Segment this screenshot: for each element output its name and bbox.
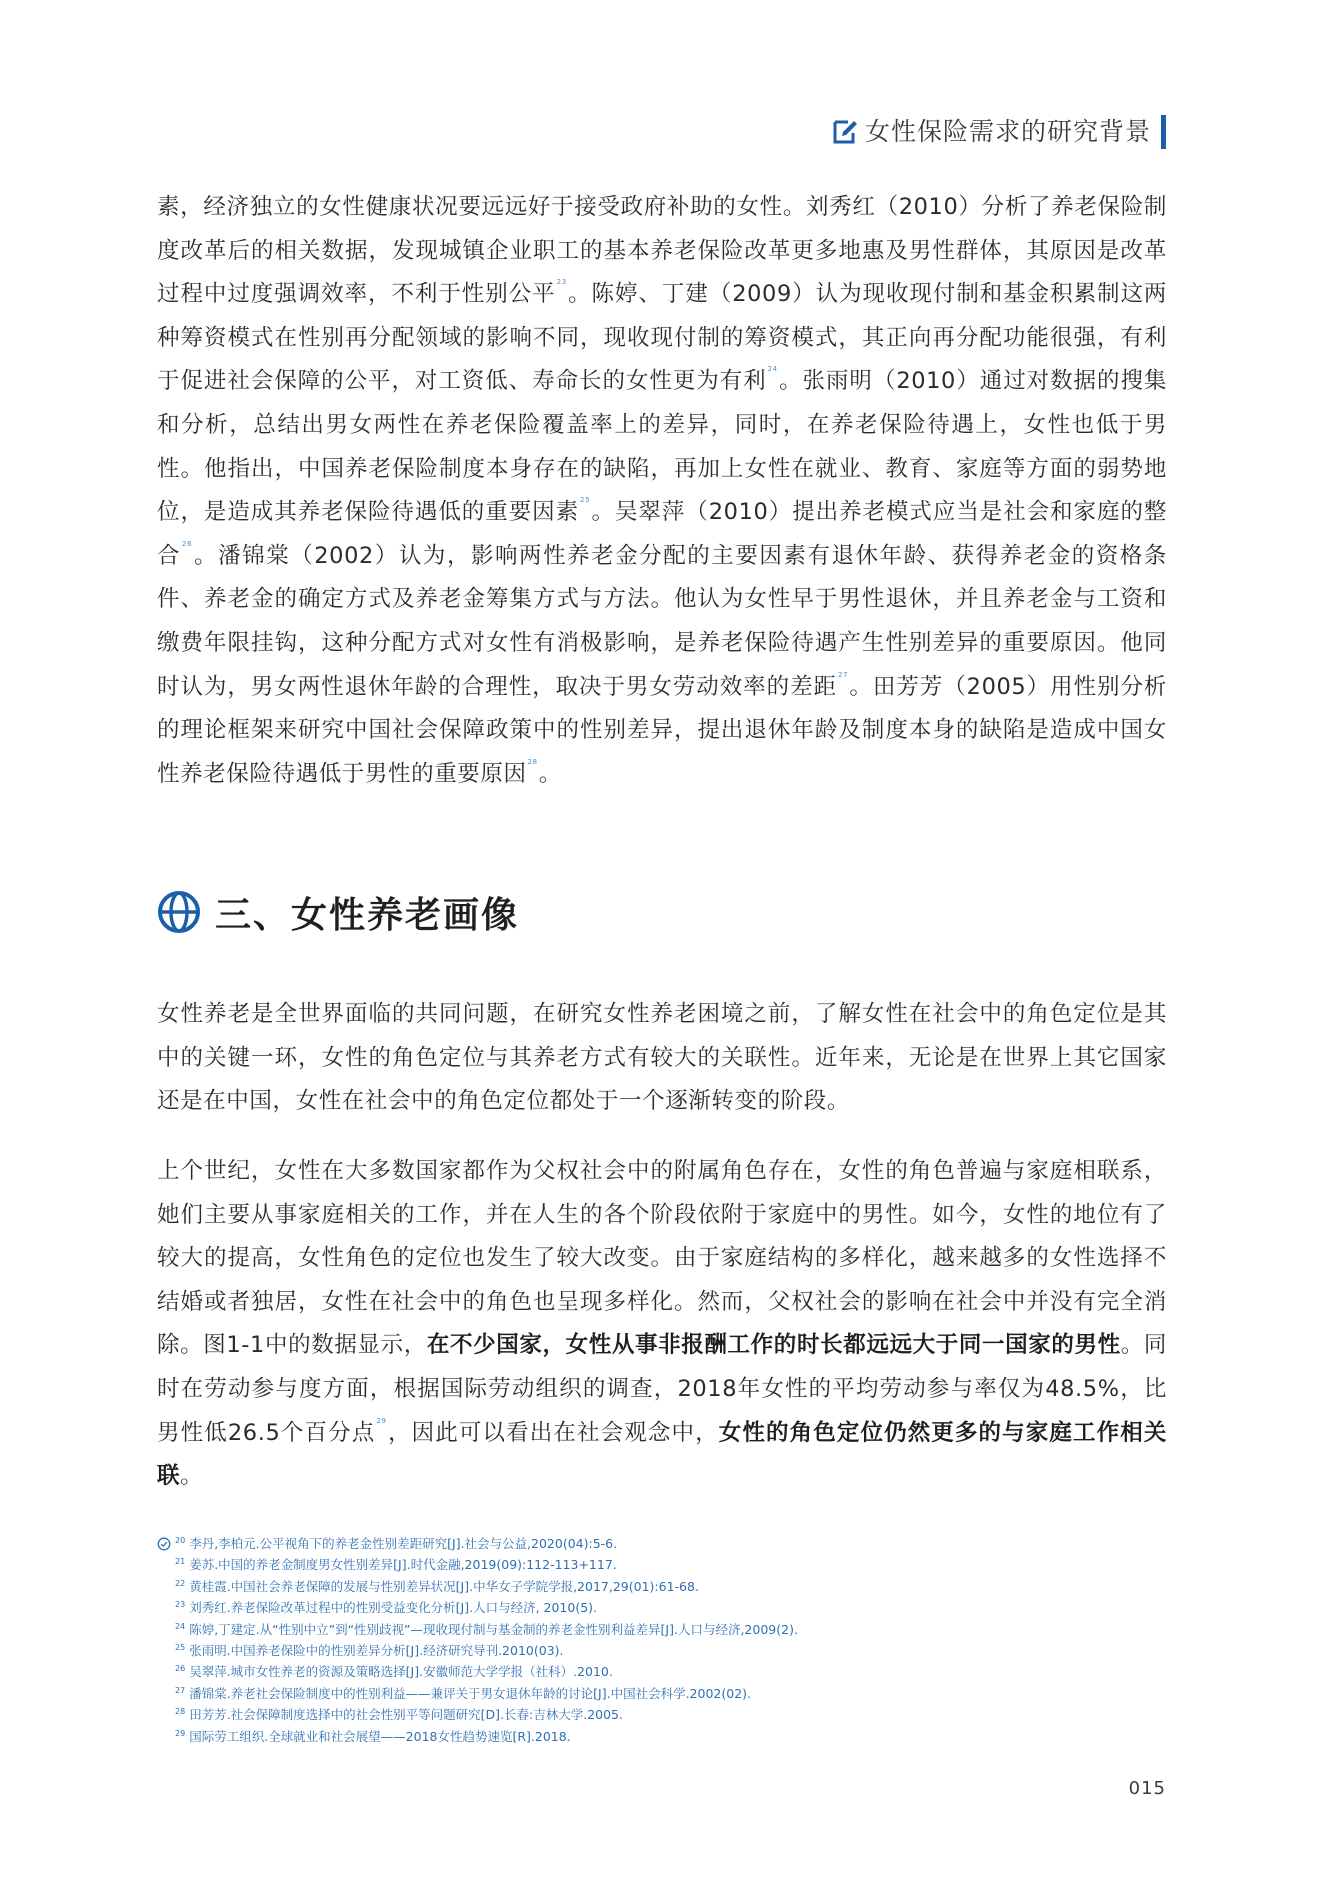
footnote-item	[157, 1640, 1167, 1661]
footnote-number: 28	[175, 1707, 186, 1717]
footnote-item	[157, 1726, 1167, 1747]
footnote-item	[157, 1597, 1167, 1618]
footnote-number: 20	[175, 1536, 186, 1545]
para1-text-5: 。潘锦棠（2002）认为，影响两性养老金分配的主要因素有退休年龄、获得养老金的资格条件、养老金的确定方式及养老金筹集方式与方法。他认为女性早于男性退休，并且养老金与工资和缴费年限挂钩，这种分配方式对女性有消极影响，是养老保险待遇产生性别差异的重要原因。他同时认为，男女两性退休年龄的合理性，取决于男女劳动效率的差距	[157, 542, 1167, 700]
footnote-item	[157, 1661, 1167, 1682]
footnote-ref[interactable]: 23	[556, 278, 567, 287]
footnote-item	[157, 1704, 1167, 1725]
footnote-text: 潘锦棠.养老社会保险制度中的性别利益——兼评关于男女退休年龄的讨论[J].中国社会科学.2002(02).	[189, 1685, 751, 1701]
footnote-item	[157, 1576, 1167, 1597]
footnote-ref[interactable]: 24	[767, 365, 778, 374]
footnote-number: 23	[175, 1600, 186, 1610]
header-accent-bar	[1161, 115, 1166, 149]
footnote-item	[157, 1619, 1167, 1640]
para1-text-1: 素，经济独立的女性健康状况要远远好于接受政府补助的女性。刘秀红（2010）分析了养老保险制度改革后的相关数据，发现城镇企业职工的基本养老保险改革更多地惠及男性群体，其原因是改革过程中过度强调效率，不利于性别公平	[157, 194, 1167, 308]
footnote-ref[interactable]: 27	[837, 670, 849, 679]
para1-text-3: 。张雨明（2010）通过对数据的搜集和分析，总结出男女两性在养老保险覆盖率上的差异，同时，在养老保险待遇上，女性也低于男性。他指出，中国养老保险制度本身存在的缺陷，再加上女性在就业、教育、家庭等方面的弱势地位，是造成其养老保险待遇低的重要因素	[157, 368, 1167, 526]
para1-text-2: 。陈婷、丁建（2009）认为现收现付制和基金积累制这两种筹资模式在性别再分配领域的影响不同，现收现付制的筹资模式，其正向再分配功能很强，有利于促进社会保障的公平，对工资低、寿命长的女性更为有利	[157, 281, 1168, 395]
footnote-text: 姜苏.中国的养老金制度男女性别差异[J].时代金融,2019(09):112-113+117.	[189, 1557, 617, 1573]
footnote-number: 24	[175, 1621, 186, 1631]
footnote-text: 吴翠萍.城市女性养老的资源及策略选择[J].安徽师范大学学报（社科）.2010.	[189, 1664, 613, 1680]
section-title: 三、女性养老画像	[215, 894, 520, 936]
footnote-number: 25	[175, 1643, 186, 1653]
edit-note-icon	[831, 118, 859, 146]
para3-text-2: 。同时在劳动参与度方面，根据国际劳动组织的调查，2018年女性的平均劳动参与率仅为48.5%，比男性低26.5个百分点	[157, 1332, 1167, 1446]
para3-text-1: 上个世纪，女性在大多数国家都作为父权社会中的附属角色存在，女性的角色普遍与家庭相联系，她们主要从事家庭相关的工作，并在人生的各个阶段依附于家庭中的男性。如今，女性的地位有了较大的提高，女性角色的定位也发生了较大改变。由于家庭结构的多样化，越来越多的女性选择不结婚或者独居，女性在社会中的角色也呈现多样化。然而，父权社会的影响在社会中并没有完全消除。图1-1中的数据显示，	[157, 1158, 1167, 1359]
footnote-text: 张雨明.中国养老保险中的性别差异分析[J].经济研究导刊.2010(03).	[189, 1643, 564, 1659]
running-header-title: 女性保险需求的研究背景	[864, 117, 1151, 146]
footnote-text: 田芳芳.社会保障制度选择中的社会性别平等问题研究[D].长春:吉林大学.2005.	[189, 1707, 623, 1723]
footnote-number: 26	[175, 1664, 186, 1674]
footnote-text: 国际劳工组织.全球就业和社会展望——2018女性趋势速览[R].2018.	[189, 1728, 571, 1744]
footnote-text: 刘秀红.养老保险改革过程中的性别受益变化分析[J].人口与经济, 2010(5).	[189, 1600, 598, 1616]
para1-text-4: 。吴翠萍（2010）提出养老模式应当是社会和家庭的整合	[157, 499, 1167, 569]
footnote-number: 29	[175, 1728, 186, 1738]
para3-bold-1: 在不少国家，女性从事非报酬工作的时长都远远大于同一国家的男性	[426, 1332, 1121, 1359]
footnote-text: 李丹,李柏元.公平视角下的养老金性别差距研究[J].社会与公益,2020(04):5-6.	[189, 1536, 618, 1551]
footnote-item	[157, 1554, 1167, 1575]
footnote-number: 22	[175, 1578, 186, 1588]
footnote-text: 黄桂霞.中国社会养老保障的发展与性别差异状况[J].中华女子学院学报,2017,29(01):61-68.	[189, 1578, 699, 1594]
page-number: 015	[1128, 1778, 1166, 1799]
running-header	[831, 115, 1166, 149]
footnote-item	[157, 1683, 1167, 1704]
check-circle-icon	[157, 1537, 171, 1551]
footnote-item	[157, 1533, 1167, 1554]
footnote-text: 陈婷,丁建定.从“性别中立”到“性别歧视”—现收现付制与基金制的养老金性别利益差异[J].人口与经济,2009(2).	[189, 1621, 798, 1637]
para1-text-7: 。	[538, 760, 562, 787]
para3-text-4: 。	[180, 1463, 204, 1490]
globe-icon	[157, 890, 201, 934]
para3-text-3: ，因此可以看出在社会观念中，	[387, 1419, 719, 1446]
footnote-number: 27	[175, 1685, 186, 1695]
body-paragraph-3	[157, 1150, 1167, 1499]
body-paragraph-2: 女性养老是全世界面临的共同问题，在研究女性养老困境之前，了解女性在社会中的角色定位是其中的关键一环，女性的角色定位与其养老方式有较大的关联性。近年来，无论是在世界上其它国家还是在中国，女性在社会中的角色定位都处于一个逐渐转变的阶段。	[157, 1001, 1167, 1115]
footnote-ref[interactable]: 26	[182, 539, 193, 548]
footnote-ref[interactable]: 28	[527, 757, 538, 766]
footnotes	[157, 1533, 1167, 1747]
para3-bold-2: 女性的角色定位仍然更多的与家庭工作相关联	[157, 1419, 1168, 1490]
body-paragraph-1	[157, 186, 1167, 796]
footnote-number: 21	[175, 1557, 186, 1567]
footnote-ref[interactable]: 29	[376, 1416, 387, 1425]
para1-text-6: 。田芳芳（2005）用性别分析的理论框架来研究中国社会保障政策中的性别差异，提出退休年龄及制度本身的缺陷是造成中国女性养老保险待遇低于男性的重要原因	[157, 673, 1168, 787]
section-heading	[157, 886, 519, 938]
footnote-ref[interactable]: 25	[580, 496, 591, 505]
